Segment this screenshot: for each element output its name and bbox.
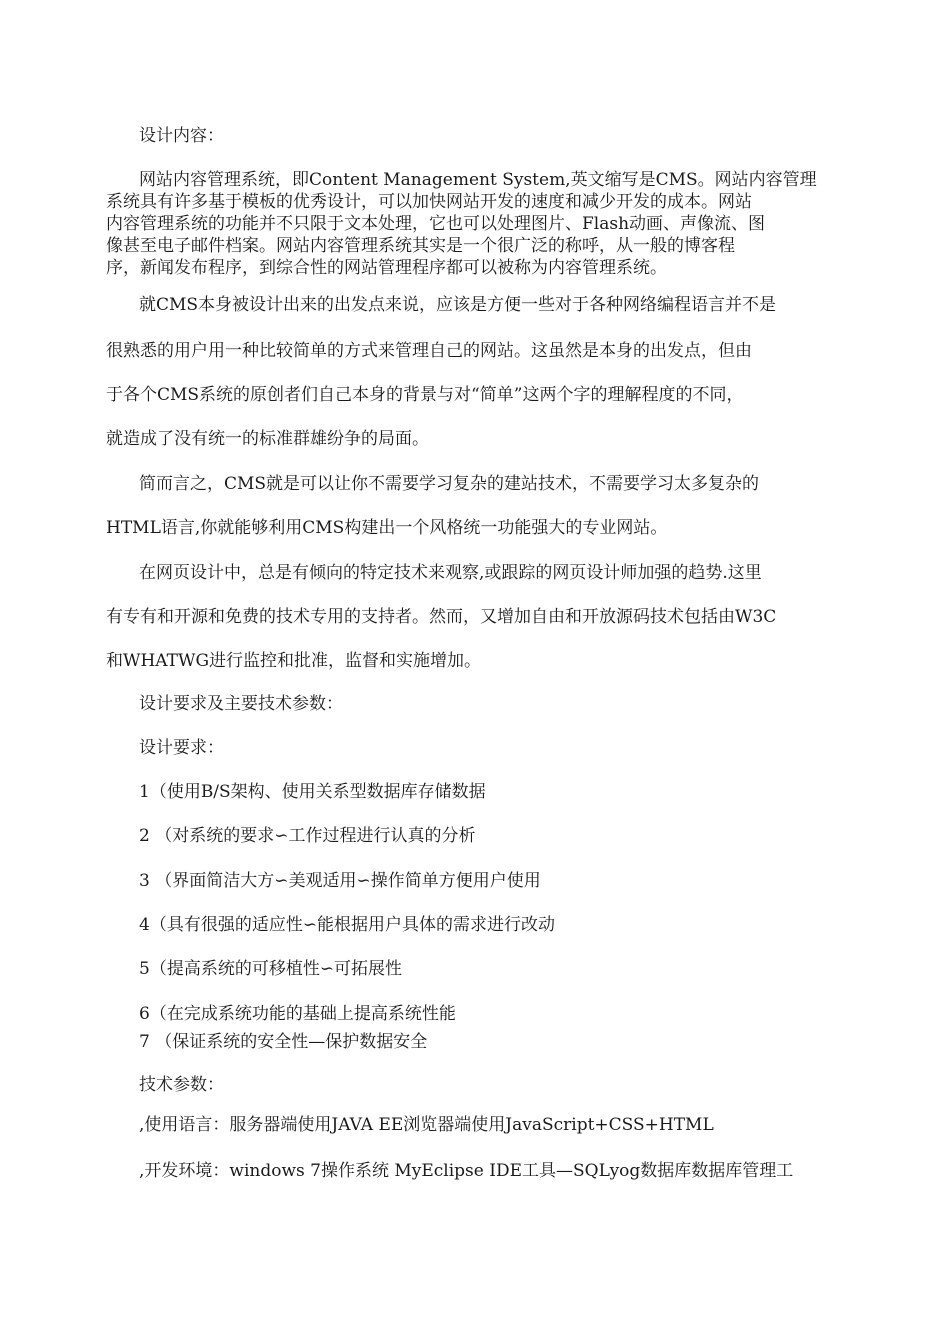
- para4-line-3: 和WHATWG进行监控和批准，监督和实施增加。: [106, 651, 482, 671]
- heading-requirements-params: 设计要求及主要技术参数：: [139, 694, 343, 714]
- heading-requirements: 设计要求：: [139, 738, 224, 758]
- heading-design-content: 设计内容：: [139, 126, 224, 146]
- requirement-item-3: 3 （界面简洁大方∽美观适用∽操作简单方便用户使用: [139, 871, 541, 891]
- para3-line-1: 简而言之，CMS就是可以让你不需要学习复杂的建站技术，不需要学习太多复杂的: [139, 474, 760, 494]
- para3-line-2: HTML语言,你就能够利用CMS构建出一个风格统一功能强大的专业网站。: [106, 518, 668, 538]
- para4-line-2: 有专有和开源和免费的技术专用的支持者。然而，又增加自由和开放源码技术包括由W3C: [106, 607, 777, 627]
- para2-line-3: 于各个CMS系统的原创者们自己本身的背景与对“简单”这两个字的理解程度的不同，: [106, 385, 744, 405]
- para2-line-1: 就CMS本身被设计出来的出发点来说，应该是方便一些对于各种网络编程语言并不是: [139, 295, 777, 315]
- para1-line-1: 网站内容管理系统，即Content Management System,英文缩写是CMS。网站内容管理: [139, 170, 817, 190]
- heading-tech-params: 技术参数：: [139, 1075, 224, 1095]
- requirement-item-4: 4（具有很强的适应性∽能根据用户具体的需求进行改动: [139, 915, 556, 935]
- requirement-item-5: 5（提高系统的可移植性∽可拓展性: [139, 959, 403, 979]
- para2-line-2: 很熟悉的用户用一种比较简单的方式来管理自己的网站。这虽然是本身的出发点，但由: [106, 341, 752, 361]
- para4-line-1: 在网页设计中，总是有倾向的特定技术来观察,或跟踪的网页设计师加强的趋势.这里: [139, 563, 762, 583]
- para2-line-4: 就造成了没有统一的标准群雄纷争的局面。: [106, 429, 429, 449]
- para1-line-5: 序，新闻发布程序，到综合性的网站管理程序都可以被称为内容管理系统。: [106, 258, 667, 278]
- requirement-item-1: 1（使用B/S架构、使用关系型数据库存储数据: [139, 782, 486, 802]
- para1-line-4: 像甚至电子邮件档案。网站内容管理系统其实是一个很广泛的称呼，从一般的博客程: [106, 236, 735, 256]
- para1-line-2: 系统具有许多基于模板的优秀设计，可以加快网站开发的速度和减少开发的成本。网站: [106, 192, 752, 212]
- tech-param-language: ,使用语言：服务器端使用JAVA EE浏览器端使用JavaScript+CSS+HTML: [139, 1115, 714, 1135]
- requirement-item-6: 6（在完成系统功能的基础上提高系统性能: [139, 1004, 456, 1024]
- requirement-item-7: 7 （保证系统的安全性—保护数据安全: [139, 1032, 428, 1052]
- requirement-item-2: 2 （对系统的要求∽工作过程进行认真的分析: [139, 826, 476, 846]
- para1-line-3: 内容管理系统的功能并不只限于文本处理，它也可以处理图片、Flash动画、声像流、图: [106, 214, 766, 234]
- tech-param-environment: ,开发环境：windows 7操作系统 MyEclipse IDE工具—SQLyog数据库数据库管理工: [139, 1161, 794, 1181]
